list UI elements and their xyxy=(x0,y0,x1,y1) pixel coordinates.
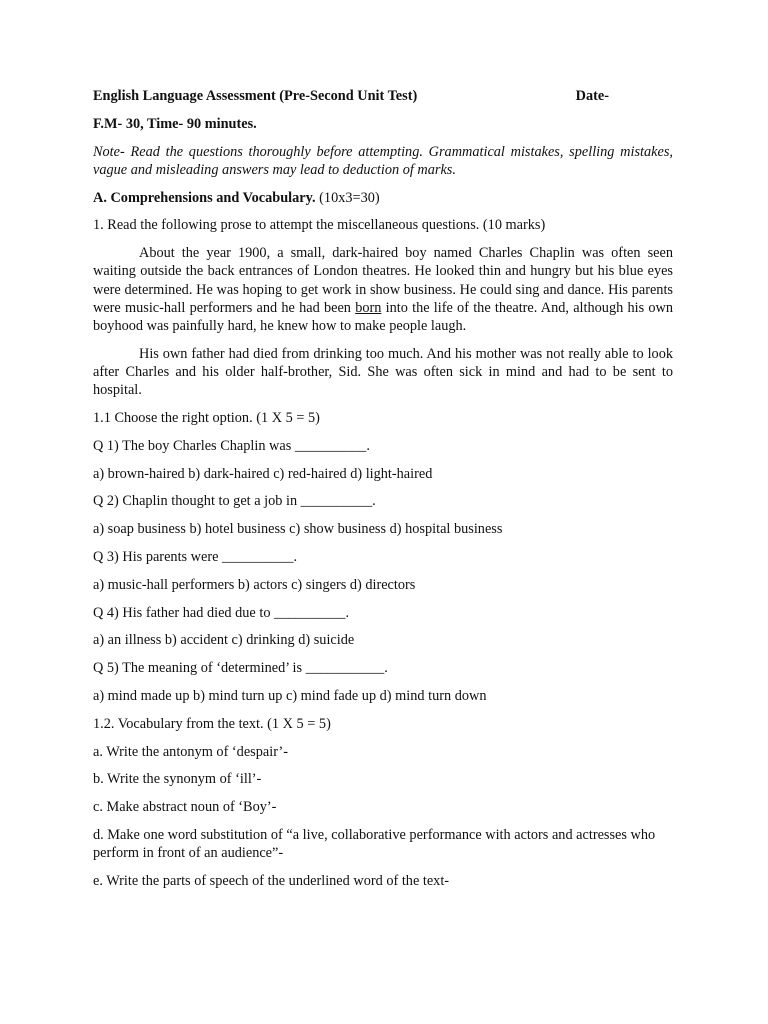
question-2-options: a) soap business b) hotel business c) show business d) hospital business xyxy=(93,521,503,538)
question-4: Q 4) His father had died due to __________. xyxy=(93,604,350,621)
vocab-item-b: b. Write the synonym of ‘ill’- xyxy=(93,771,262,788)
passage-p1-after: into the life of the theatre. And, although his own boyhood was painfully hard, he knew how to make people laugh. xyxy=(93,299,673,334)
passage-paragraph-1 xyxy=(93,244,673,335)
vocab-item-e: e. Write the parts of speech of the underlined word of the text- xyxy=(93,872,450,889)
question-1-options: a) brown-haired b) dark-haired c) red-haired d) light-haired xyxy=(93,465,433,482)
section-a-title: A. Comprehensions and Vocabulary. xyxy=(93,189,316,206)
instruction-1: 1. Read the following prose to attempt the miscellaneous questions. (10 marks) xyxy=(93,217,546,234)
section-a-marks: (10x3=30) xyxy=(315,189,380,206)
vocab-item-c: c. Make abstract noun of ‘Boy’- xyxy=(93,799,277,816)
passage-paragraph-2: His own father had died from drinking too much. And his mother was not really able to look after Charles and his older half-brother, Sid. She was often sick in mind and had to be sent to hospital. xyxy=(93,345,673,399)
section-a-heading xyxy=(93,189,673,207)
question-5: Q 5) The meaning of ‘determined’ is ___________. xyxy=(93,660,388,677)
question-3: Q 3) His parents were __________. xyxy=(93,548,298,565)
document-content xyxy=(93,87,673,900)
question-4-options: a) an illness b) accident c) drinking d) suicide xyxy=(93,632,355,649)
question-3-options: a) music-hall performers b) actors c) singers d) directors xyxy=(93,576,416,593)
marks-time-line: F.M- 30, Time- 90 minutes. xyxy=(93,115,257,132)
vocab-item-a: a. Write the antonym of ‘despair’- xyxy=(93,743,289,760)
question-2: Q 2) Chaplin thought to get a job in __________. xyxy=(93,493,376,510)
part-1-2-title: 1.2. Vocabulary from the text. (1 X 5 = 5) xyxy=(93,715,331,732)
question-1: Q 1) The boy Charles Chaplin was __________. xyxy=(93,437,370,454)
passage-p1-before: About the year 1900, a small, dark-haired boy named Charles Chaplin was often seen waiting outside the back entrances of London theatres. He looked thin and hungry but his blue eyes were determined. He was hoping to get work in show business. He could sing and dance. His parents were music-hall performers and he had been xyxy=(93,245,673,316)
date-label: Date- xyxy=(575,88,609,104)
document-title: English Language Assessment (Pre-Second Unit Test) xyxy=(93,88,418,104)
note-paragraph: Note- Read the questions thoroughly before attempting. Grammatical mistakes, spelling mistakes, vague and misleading answers may lead to deduction of marks. xyxy=(93,143,673,178)
part-1-1-title: 1.1 Choose the right option. (1 X 5 = 5) xyxy=(93,410,320,426)
underlined-word: born xyxy=(355,299,382,316)
document-header xyxy=(93,87,673,105)
vocab-item-d: d. Make one word substitution of “a live, collaborative performance with actors and actresses who perform in front of an audience”- xyxy=(93,826,656,862)
question-5-options: a) mind made up b) mind turn up c) mind fade up d) mind turn down xyxy=(93,687,487,704)
